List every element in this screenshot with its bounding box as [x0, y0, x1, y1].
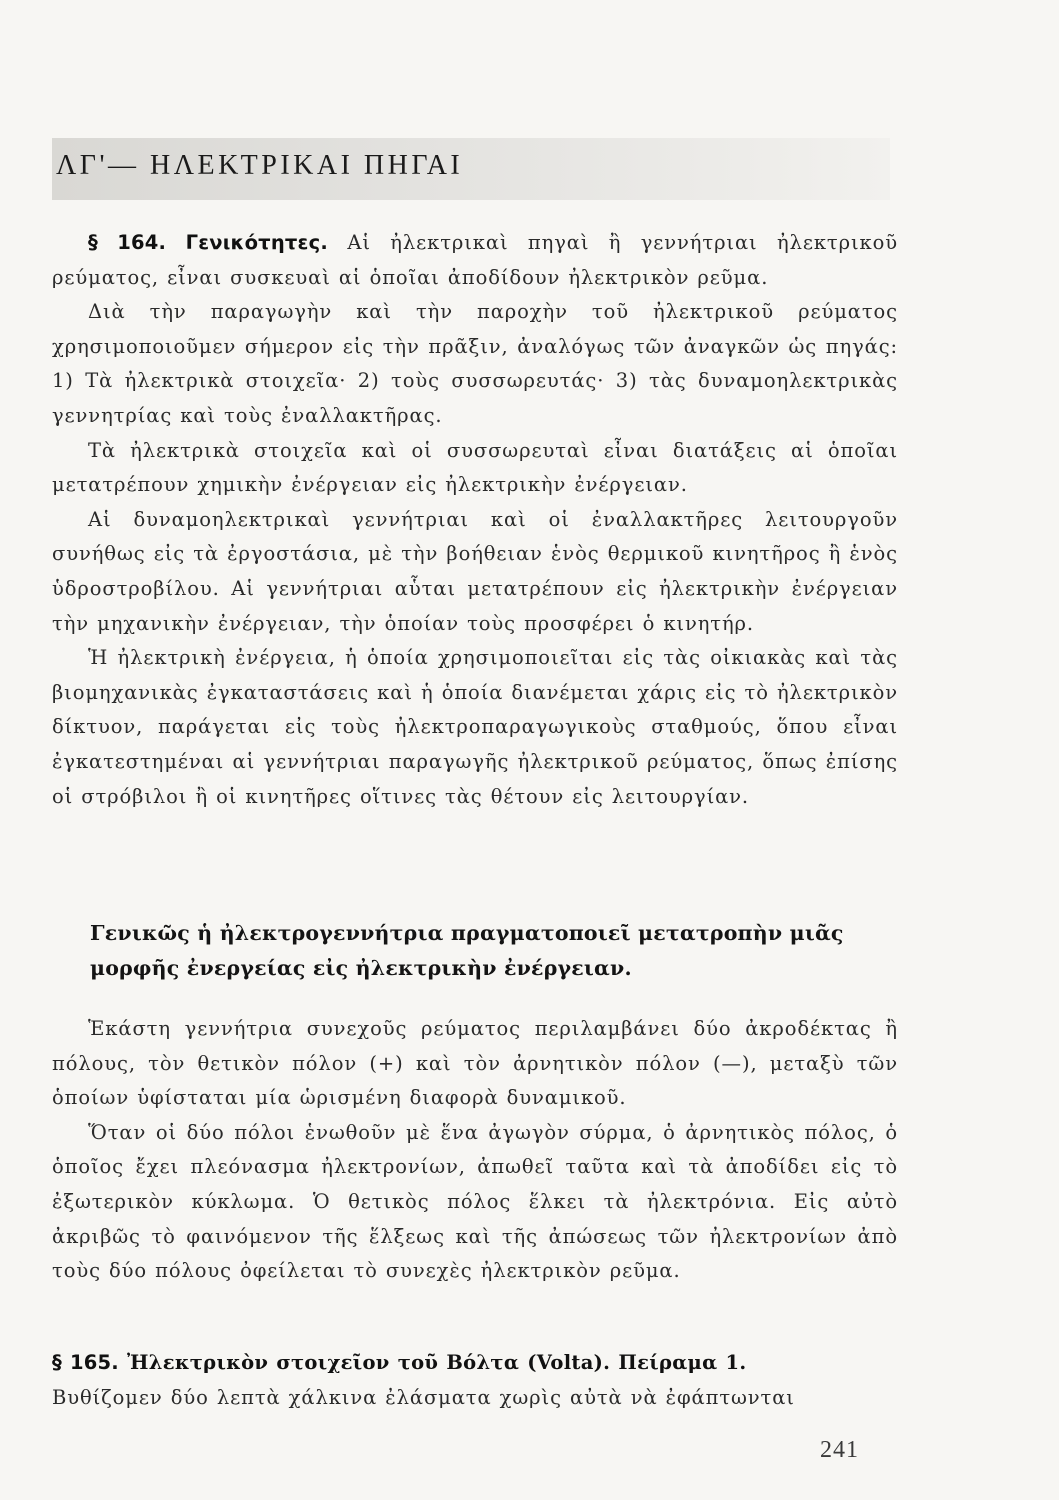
paragraph-sources: Διὰ τὴν παραγωγὴν καὶ τὴν παροχὴν τοῦ ἠλεκτρικοῦ ρεύματος χρησιμοποιοῦμεν σήμερον εἰς τὴν πρᾶξιν, ἀναλόγως τῶν ἀναγκῶν ὡς πηγάς: 1) Τὰ ἠλεκτρικὰ στοιχεῖα· 2) τοὺς συσσωρευτάς· 3) τὰς δυναμοηλεκτρικὰς γεννητρίας καὶ τοὺς ἐναλλακτῆρας.	[52, 300, 898, 427]
emphasis-block	[90, 916, 900, 985]
paragraph-electrons: Ὅταν οἱ δύο πόλοι ἑνωθοῦν μὲ ἕνα ἀγωγὸν σύρμα, ὁ ἀρνητικὸς πόλος, ὁ ὁποῖος ἔχει πλεόνασμα ἠλεκτρονίων, ἀπωθεῖ ταῦτα καὶ τὰ ἀποδίδει εἰς τὸ ἐξωτερικὸν κύκλωμα. Ὁ θετικὸς πόλος ἕλκει τὰ ἠλεκτρόνια. Εἰς αὐτὸ ἀκριβῶς τὸ φαινόμενον τῆς ἕλξεως καὶ τῆς ἀπώσεως τῶν ἠλεκτρονίων ἀπὸ τοὺς δύο πόλους ὀφείλεται τὸ συνεχὲς ἠλεκτρικὸν ρεῦμα.	[52, 1120, 898, 1283]
paragraph-intro-text: Αἱ ἠλεκτρικαὶ πηγαὶ ἢ γεννήτριαι ἠλεκτρικοῦ ρεύματος, εἶναι συσκευαὶ αἱ ὁποῖαι ἀποδίδουν ἠλεκτρικὸν ρεῦμα.	[52, 231, 898, 289]
section-165-number: § 165.	[52, 1351, 119, 1374]
paragraph-energy: Ἡ ἠλεκτρικὴ ἐνέργεια, ἡ ὁποία χρησιμοποιεῖται εἰς τὰς οἰκιακὰς καὶ τὰς βιομηχανικὰς ἐγκαταστάσεις καὶ ἡ ὁποία διανέμεται χάρις εἰς τὸ ἠλεκτρικὸν δίκτυον, παράγεται εἰς τοὺς ἠλεκτροπαραγωγικοὺς σταθμούς, ὅπου εἶναι ἐγκατεστημέναι αἱ γεννήτριαι παραγωγῆς ἠλεκτρικοῦ ρεύματος, ὅπως ἐπίσης οἱ στρόβιλοι ἢ οἱ κινητῆρες οἵτινες τὰς θέτουν εἰς λειτουργίαν.	[52, 646, 898, 808]
section-164-body	[52, 226, 898, 814]
emphasis-statement: Γενικῶς ἡ ἠλεκτρογεννήτρια πραγματοποιεῖ μετατροπὴν μιᾶς μορφῆς ἐνεργείας εἰς ἠλεκτρικὴν ἐνέργειαν.	[90, 921, 844, 980]
paragraph-intro	[52, 226, 898, 295]
chapter-title: ΛΓ'— ΗΛΕΚΤΡΙΚΑΙ ΠΗΓΑΙ	[56, 150, 464, 181]
section-165-body	[52, 1346, 898, 1415]
paragraph-elements: Τὰ ἠλεκτρικὰ στοιχεῖα καὶ οἱ συσσωρευταὶ εἶναι διατάξεις αἱ ὁποῖαι μετατρέπουν χημικὴν ἐνέργειαν εἰς ἠλεκτρικὴν ἐνέργειαν.	[52, 438, 898, 497]
section-165-text: Βυθίζομεν δύο λεπτὰ χάλκινα ἐλάσματα χωρὶς αὐτὰ νὰ ἐφάπτωνται	[52, 1385, 795, 1409]
section-164-heading: Γενικότητες.	[185, 231, 328, 254]
section-164-number: § 164.	[88, 231, 167, 254]
section-165-heading-line	[52, 1346, 898, 1381]
page-number: 241	[820, 1437, 859, 1463]
paragraph-poles: Ἑκάστη γεννήτρια συνεχοῦς ρεύματος περιλαμβάνει δύο ἀκροδέκτας ἢ πόλους, τὸν θετικὸν πόλον (+) καὶ τὸν ἀρνητικὸν πόλον (—), μεταξὺ τῶν ὁποίων ὑφίσταται μία ὡρισμένη διαφορὰ δυναμικοῦ.	[52, 1017, 898, 1110]
section-165-heading: Ἠλεκτρικὸν στοιχεῖον τοῦ Βόλτα (Volta). Πείραμα 1.	[126, 1351, 747, 1374]
paragraph-dynamos: Αἱ δυναμοηλεκτρικαὶ γεννήτριαι καὶ οἱ ἐναλλακτῆρες λειτουργοῦν συνήθως εἰς τὰ ἐργοστάσια, μὲ τὴν βοήθειαν ἑνὸς θερμικοῦ κινητῆρος ἢ ἑνὸς ὑδροστροβίλου. Αἱ γεννήτριαι αὗται μετατρέπουν εἰς ἠλεκτρικὴν ἐνέργειαν τὴν μηχανικὴν ἐνέργειαν, τὴν ὁποίαν τοὺς προσφέρει ὁ κινητήρ.	[52, 507, 898, 635]
section-164-poles	[52, 1012, 898, 1289]
